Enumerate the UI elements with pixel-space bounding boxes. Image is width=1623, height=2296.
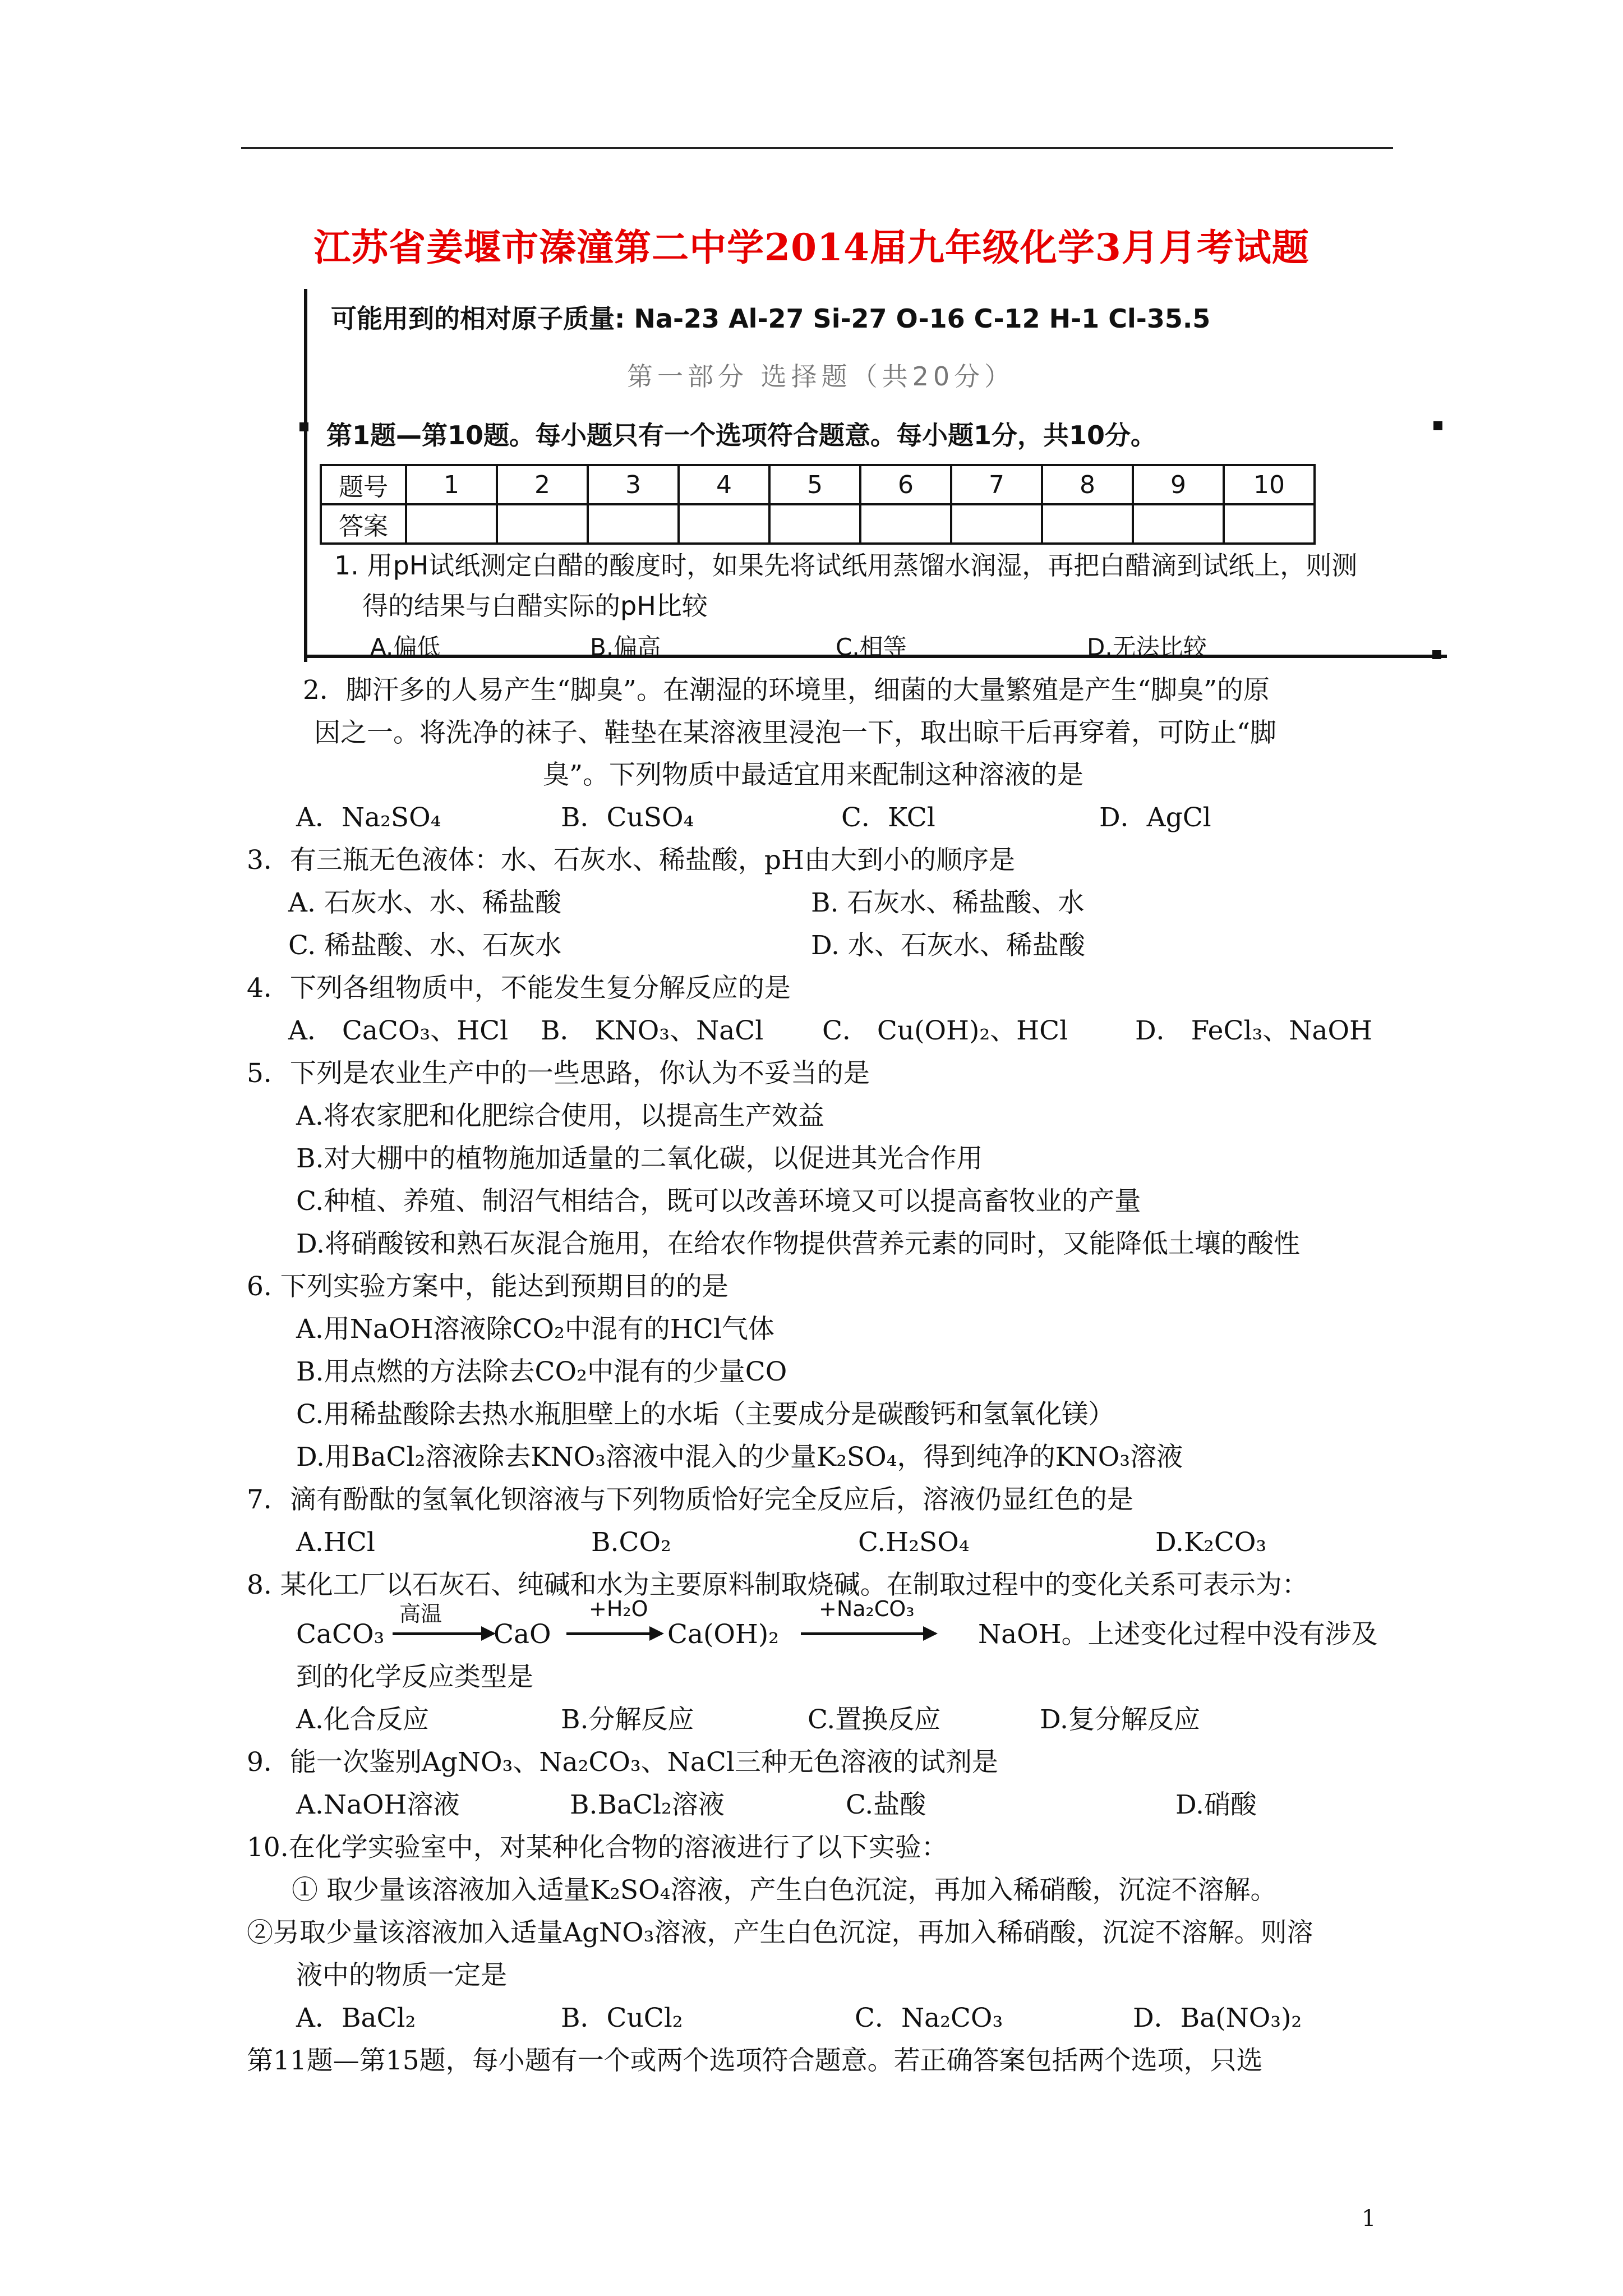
q4-stem: 4．下列各组物质中，不能发生复分解反应的是 (247, 973, 791, 1004)
eq-cao: CaO (494, 1619, 551, 1650)
q7-option-c: C.H₂SO₄ (858, 1527, 970, 1558)
table-row (321, 465, 1315, 504)
q9-option-a: A.NaOH溶液 (296, 1789, 460, 1820)
q1-option-d: D.无法比较 (1087, 633, 1207, 661)
table-cell: 5 (769, 465, 860, 504)
q10-option-a: A．BaCl₂ (296, 2003, 416, 2033)
answer-cell[interactable] (860, 504, 951, 544)
eq-arrow (566, 1632, 662, 1635)
q5-option-b: B.对大棚中的植物施加适量的二氧化碳，以促进其光合作用 (296, 1143, 983, 1174)
q5-stem: 5．下列是农业生产中的一些思路，你认为不妥当的是 (247, 1058, 870, 1089)
q5-option-a: A.将农家肥和化肥综合使用，以提高生产效益 (296, 1101, 824, 1131)
page-title: 江苏省姜堰市溱潼第二中学2014届九年级化学3月月考试题 (313, 226, 1310, 269)
q6-stem: 6. 下列实验方案中，能达到预期目的的是 (247, 1271, 728, 1302)
table-cell: 10 (1224, 465, 1315, 504)
q3-option-d: D. 水、石灰水、稀盐酸 (811, 930, 1085, 961)
answer-cell[interactable] (1224, 504, 1315, 544)
q8-option-d: D.复分解反应 (1040, 1704, 1200, 1735)
q5-option-d: D.将硝酸铵和熟石灰混合施用，在给农作物提供营养元素的同时，又能降低土壤的酸性 (296, 1228, 1300, 1259)
scan-left-border (304, 289, 307, 662)
table-cell: 3 (588, 465, 679, 504)
q1-stem-line1: 1. 用pH试纸测定白醋的酸度时，如果先将试纸用蒸馏水润湿，再把白醋滴到试纸上，则测 (334, 550, 1358, 581)
q10-option-b: B．CuCl₂ (561, 2003, 683, 2033)
q7-stem: 7．滴有酚酞的氢氧化钡溶液与下列物质恰好完全反应后，溶液仍显红色的是 (247, 1484, 1133, 1515)
q6-option-a: A.用NaOH溶液除CO₂中混有的HCl气体 (296, 1314, 774, 1345)
q10-option-c: C．Na₂CO₃ (855, 2003, 1003, 2033)
q2-stem-line3: 臭”。下列物质中最适宜用来配制这种溶液的是 (543, 760, 1084, 790)
table-answer-label: 答案 (321, 504, 406, 544)
atomic-mass-line: 可能用到的相对原子质量: Na-23 Al-27 Si-27 O-16 C-12 H-1 Cl-35.5 (331, 303, 1211, 334)
q1-option-a: A.偏低 (370, 633, 441, 661)
q8-option-b: B.分解反应 (561, 1704, 694, 1735)
q1-option-b: B.偏高 (590, 633, 661, 661)
table-cell: 7 (951, 465, 1042, 504)
scanned-header-box (304, 283, 1447, 665)
q4-option-a: A． CaCO₃、HCl (288, 1015, 509, 1046)
answer-cell[interactable] (679, 504, 769, 544)
table-cell: 8 (1042, 465, 1133, 504)
table-cell: 9 (1133, 465, 1224, 504)
q2-stem-line2: 因之一。将洗净的袜子、鞋垫在某溶液里浸泡一下，取出晾干后再穿着，可防止“脚 (314, 717, 1277, 748)
q4-option-d: D． FeCl₃、NaOH (1135, 1015, 1372, 1046)
table-row (321, 504, 1315, 544)
q10-step2: ②另取少量该溶液加入适量AgNO₃溶液，产生白色沉淀，再加入稀硝酸，沉淀不溶解。则溶 (247, 1917, 1313, 1948)
q8-option-c: C.置换反应 (808, 1704, 941, 1735)
eq-arrow (393, 1632, 494, 1635)
q7-option-b: B.CO₂ (591, 1527, 671, 1558)
eq-caoh2: Ca(OH)₂ (667, 1619, 780, 1650)
q3-option-a: A. 石灰水、水、稀盐酸 (288, 887, 561, 918)
q9-stem: 9．能一次鉴别AgNO₃、Na₂CO₃、NaCl三种无色溶液的试剂是 (247, 1747, 998, 1778)
q9-option-c: C.盐酸 (846, 1789, 926, 1820)
eq-caco3: CaCO₃ (296, 1619, 385, 1650)
q4-option-b: B． KNO₃、NaCl (541, 1015, 764, 1046)
q3-option-b: B. 石灰水、稀盐酸、水 (811, 887, 1085, 918)
scan-marker (299, 422, 308, 431)
table-cell: 6 (860, 465, 951, 504)
eq-arrow (801, 1632, 935, 1635)
part-heading: 第一部分 选择题（共20分） (627, 361, 1015, 392)
answer-cell[interactable] (406, 504, 497, 544)
q10-step1: ① 取少量该溶液加入适量K₂SO₄溶液，产生白色沉淀，再加入稀硝酸，沉淀不溶解。 (292, 1875, 1277, 1906)
eq-tail: NaOH。上述变化过程中没有涉及 (978, 1619, 1378, 1650)
answer-cell[interactable] (588, 504, 679, 544)
q2-option-b: B．CuSO₄ (561, 802, 694, 833)
q8-option-a: A.化合反应 (296, 1704, 429, 1735)
eq-label-na2co3: +Na₂CO₃ (819, 1596, 915, 1621)
q6-option-c: C.用稀盐酸除去热水瓶胆壁上的水垢（主要成分是碳酸钙和氢氧化镁） (296, 1399, 1115, 1430)
answer-cell[interactable] (1133, 504, 1224, 544)
q9-option-d: D.硝酸 (1175, 1789, 1257, 1820)
q2-option-c: C．KCl (841, 802, 935, 833)
q10-step2b: 液中的物质一定是 (296, 1960, 507, 1991)
q8-stem: 8. 某化工厂以石灰石、纯碱和水为主要原料制取烧碱。在制取过程中的变化关系可表示为： (247, 1570, 1308, 1600)
q10-option-d: D．Ba(NO₃)₂ (1133, 2003, 1302, 2033)
eq-label-h2o: +H₂O (589, 1596, 648, 1621)
answer-cell[interactable] (497, 504, 588, 544)
q1-stem-line2: 得的结果与白醋实际的pH比较 (362, 591, 708, 621)
q1-option-c: C.相等 (836, 633, 907, 661)
page-number: 1 (1362, 2206, 1376, 2231)
scan-marker (1433, 421, 1442, 430)
answer-table (320, 464, 1316, 545)
q2-stem-line1: 2．脚汗多的人易产生“脚臭”。在潮湿的环境里，细菌的大量繁殖是产生“脚臭”的原 (303, 675, 1270, 706)
q6-option-b: B.用点燃的方法除去CO₂中混有的少量CO (296, 1356, 787, 1387)
table-cell: 1 (406, 465, 497, 504)
q6-option-d: D.用BaCl₂溶液除去KNO₃溶液中混入的少量K₂SO₄，得到纯净的KNO₃溶液 (296, 1442, 1183, 1473)
scan-marker (1432, 650, 1441, 659)
q7-option-a: A.HCl (296, 1527, 375, 1558)
q3-option-c: C. 稀盐酸、水、石灰水 (288, 930, 562, 961)
answer-cell[interactable] (951, 504, 1042, 544)
q3-stem: 3．有三瓶无色液体：水、石灰水、稀盐酸，pH由大到小的顺序是 (247, 845, 1015, 876)
q8-stem-line3: 到的化学反应类型是 (296, 1662, 533, 1692)
q4-option-c: C． Cu(OH)₂、HCl (822, 1015, 1068, 1046)
answer-cell[interactable] (1042, 504, 1133, 544)
table-cell: 4 (679, 465, 769, 504)
answer-cell[interactable] (769, 504, 860, 544)
header-rule (241, 147, 1393, 149)
q9-option-b: B.BaCl₂溶液 (570, 1789, 725, 1820)
q10-stem: 10.在化学实验室中，对某种化合物的溶液进行了以下实验： (247, 1832, 948, 1863)
q2-option-a: A．Na₂SO₄ (296, 802, 441, 833)
q5-option-c: C.种植、养殖、制沼气相结合，既可以改善环境又可以提高畜牧业的产量 (296, 1186, 1141, 1217)
table-header-label: 题号 (321, 465, 406, 504)
table-cell: 2 (497, 465, 588, 504)
q7-option-d: D.K₂CO₃ (1155, 1527, 1267, 1558)
q2-option-d: D．AgCl (1099, 802, 1211, 833)
section2-instructions: 第11题—第15题，每小题有一个或两个选项符合题意。若正确答案包括两个选项，只选 (247, 2045, 1263, 2076)
instructions: 第1题—第10题。每小题只有一个选项符合题意。每小题1分，共10分。 (326, 420, 1157, 450)
eq-label-gaowen: 高温 (399, 1602, 442, 1626)
